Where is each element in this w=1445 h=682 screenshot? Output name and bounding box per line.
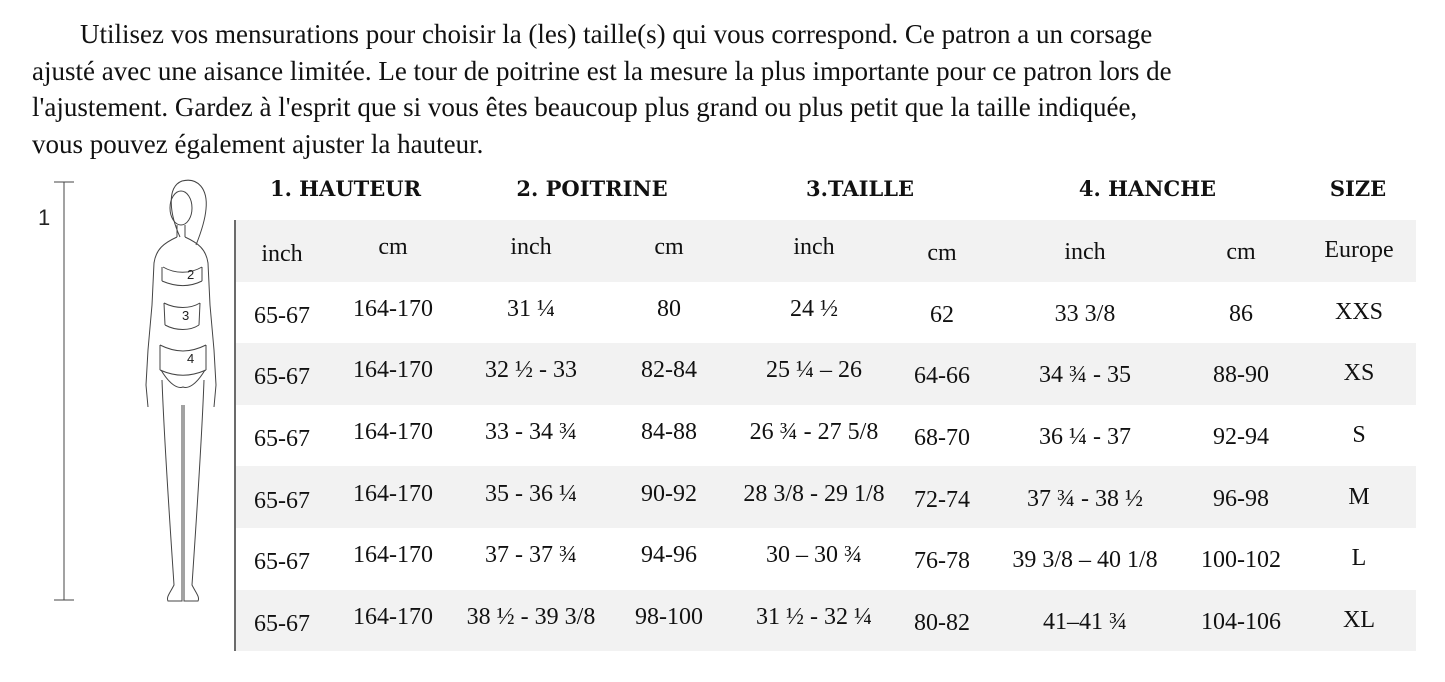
unit-cell: cm	[654, 234, 684, 261]
table-cell: 164-170	[353, 419, 433, 446]
group-header-chest: 2. POITRINE	[516, 176, 668, 201]
table-cell: 65-67	[254, 487, 310, 514]
table-cell: 104-106	[1201, 608, 1281, 635]
table-cell: 94-96	[641, 542, 697, 569]
table-cell: 90-92	[641, 480, 697, 507]
table-cell: M	[1348, 483, 1370, 510]
table-cell: 31 ½ - 32 ¼	[756, 603, 872, 630]
body-measurement-figure	[30, 175, 230, 615]
table-cell: 26 ¾ - 27 5/8	[749, 419, 879, 446]
table-cell: 32 ½ - 33	[485, 357, 577, 384]
table-cell: L	[1351, 545, 1367, 572]
table-cell: 35 - 36 ¼	[485, 480, 577, 507]
unit-cell: cm	[378, 234, 408, 261]
waist-marker-label: 3	[182, 308, 190, 323]
table-row	[236, 528, 1416, 590]
table-cell: 80-82	[914, 609, 970, 636]
table-cell: 164-170	[353, 295, 433, 322]
intro-paragraph	[32, 16, 1372, 162]
group-header-height: 1. HAUTEUR	[269, 176, 422, 201]
intro-line-4: vous pouvez également ajuster la hauteur.	[32, 128, 484, 159]
table-cell: 65-67	[254, 610, 310, 637]
table-cell: 28 3/8 - 29 1/8	[743, 480, 885, 507]
table-cell: 88-90	[1213, 362, 1269, 389]
hip-marker-label: 4	[187, 351, 195, 366]
table-cell: 24 ½	[790, 295, 838, 322]
table-cell: 65-67	[254, 549, 310, 576]
table-cell: 34 ¾ - 35	[1039, 362, 1131, 389]
table-cell: 82-84	[641, 357, 697, 384]
table-row	[236, 466, 1416, 528]
unit-cell: Europe	[1324, 237, 1394, 264]
table-cell: 68-70	[914, 425, 970, 452]
table-cell: XS	[1343, 360, 1375, 387]
table-cell: 37 ¾ - 38 ½	[1027, 485, 1143, 512]
table-cell: 98-100	[635, 603, 703, 630]
table-cell: 62	[930, 301, 954, 328]
table-cell: 36 ¼ - 37	[1039, 424, 1131, 451]
height-marker-label: 1	[38, 205, 51, 230]
intro-line-1: Utilisez vos mensurations pour choisir la (les) taille(s) qui vous correspond. Ce patron a un corsage	[80, 19, 1153, 49]
table-cell: 65-67	[254, 426, 310, 453]
table-cell: S	[1352, 422, 1366, 449]
table-row	[236, 405, 1416, 467]
chest-marker-label: 2	[187, 267, 195, 282]
group-header-waist: 3.TAILLE	[805, 176, 915, 201]
table-cell: 64-66	[914, 363, 970, 390]
table-cell: 65-67	[254, 364, 310, 391]
intro-line-2: ajusté avec une aisance limitée. Le tour de poitrine est la mesure la plus importante pour ce patron lors de	[32, 55, 1172, 86]
unit-cell: cm	[1226, 239, 1256, 266]
table-row	[236, 343, 1416, 405]
table-cell: 80	[657, 295, 681, 322]
table-cell: 33 3/8	[1054, 300, 1116, 327]
unit-cell: inch	[261, 241, 303, 268]
unit-cell: cm	[927, 240, 957, 267]
group-header-size: SIZE	[1329, 176, 1387, 201]
table-cell: 39 3/8 – 40 1/8	[1012, 547, 1158, 574]
table-cell: 72-74	[914, 486, 970, 513]
intro-line-3: l'ajustement. Gardez à l'esprit que si vous êtes beaucoup plus grand ou plus petit que la taille indiquée,	[32, 92, 1138, 122]
unit-cell: inch	[1064, 239, 1106, 266]
table-cell: 25 ¼ – 26	[766, 357, 862, 384]
table-cell: 38 ½ - 39 3/8	[466, 603, 596, 630]
table-cell: 86	[1229, 300, 1253, 327]
table-cell: 76-78	[914, 548, 970, 575]
table-cell: 164-170	[353, 603, 433, 630]
table-cell: 92-94	[1213, 424, 1269, 451]
table-cell: 37 - 37 ¾	[485, 542, 577, 569]
table-cell: 100-102	[1201, 547, 1281, 574]
table-cell: 164-170	[353, 357, 433, 384]
table-cell: 41–41 ¾	[1043, 608, 1127, 635]
size-chart-table	[234, 220, 1416, 651]
table-cell: 33 - 34 ¾	[485, 419, 577, 446]
unit-cell: inch	[510, 234, 552, 261]
table-cell: 164-170	[353, 480, 433, 507]
table-cell: 65-67	[254, 302, 310, 329]
group-header-hip: 4. HANCHE	[1078, 176, 1217, 201]
table-cell: XL	[1343, 606, 1375, 633]
table-cell: 84-88	[641, 419, 697, 446]
table-cell: 164-170	[353, 542, 433, 569]
units-row	[236, 220, 1416, 282]
table-cell: 31 ¼	[507, 295, 555, 322]
unit-cell: inch	[793, 234, 835, 261]
table-cell: 30 – 30 ¾	[766, 542, 862, 569]
body-outline-illustration	[30, 175, 230, 615]
table-cell: XXS	[1334, 298, 1383, 325]
table-row	[236, 590, 1416, 652]
table-row	[236, 282, 1416, 344]
table-cell: 96-98	[1213, 485, 1269, 512]
